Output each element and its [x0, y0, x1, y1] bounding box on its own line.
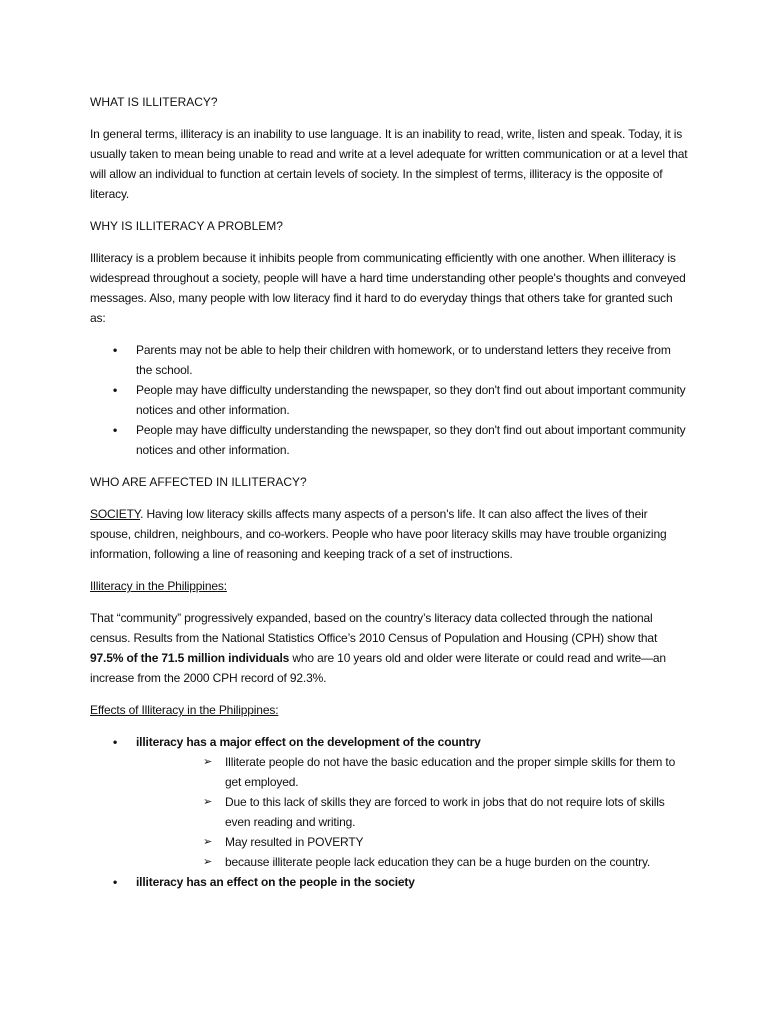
census-highlight: 97.5% of the 71.5 million individuals: [90, 651, 290, 665]
sub-list-item: [90, 832, 690, 852]
list-item-text: People may have difficulty understanding the newspaper, so they don't find out about important community notices and other information.: [136, 423, 686, 457]
census-text-b: who are 10 years old and older were literate or could read and write—an increase from the 2000 CPH record of 92.3%.: [90, 651, 666, 685]
heading-effects-philippines: Effects of Illiteracy in the Philippines:: [90, 703, 279, 717]
arrow-bullet-icon: ➢: [203, 756, 213, 768]
paragraph-society: [90, 504, 690, 564]
arrow-bullet-icon: ➢: [203, 836, 213, 848]
bullet-list-effects-continued: [90, 872, 690, 892]
list-item: [90, 872, 690, 892]
list-item: [90, 340, 690, 380]
bullet-icon: •: [113, 423, 118, 437]
bullet-icon: •: [113, 383, 118, 397]
census-text-a: That “community” progressively expanded, based on the country’s literacy data collected through the national census. Results from the National Statistics Office’s 2010 Census of Population and Housing (CPH) show that: [90, 611, 658, 645]
document-page: [90, 92, 690, 904]
heading-what-is-illiteracy: WHAT IS ILLITERACY?: [90, 95, 218, 109]
bullet-icon: •: [113, 875, 118, 889]
sub-list-item: [90, 792, 690, 832]
paragraph-census: [90, 608, 690, 688]
list-item: [90, 732, 690, 752]
arrow-bullet-icon: ➢: [203, 856, 213, 868]
arrow-bullet-icon: ➢: [203, 796, 213, 808]
paragraph-definition: In general terms, illiteracy is an inability to use language. It is an inability to read, write, listen and speak. Today, it is usually taken to mean being unable to read and write at a level adequate for written communication or at a level that will allow an individual to function at certain levels of society. In the simplest of terms, illiteracy is the opposite of literacy.: [90, 127, 688, 201]
paragraph-problem: Illiteracy is a problem because it inhibits people from communicating efficiently with one another. When illiteracy is widespread throughout a society, people will have a hard time understanding other people's thoughts and conveyed messages. Also, many people with low literacy find it hard to do everyday things that others take for granted such as:: [90, 251, 686, 325]
sub-list-item-text: Due to this lack of skills they are forced to work in jobs that do not require lots of skills even reading and writing.: [225, 795, 665, 829]
bullet-icon: •: [113, 343, 118, 357]
society-label: SOCIETY: [90, 507, 141, 521]
sub-list-development-effects: [90, 752, 690, 872]
list-item: [90, 380, 690, 420]
sub-list-item: [90, 852, 690, 872]
bullet-icon: •: [113, 735, 118, 749]
sub-list-item: [90, 752, 690, 792]
heading-illiteracy-philippines: Illiteracy in the Philippines:: [90, 579, 227, 593]
sub-list-item-text: Illiterate people do not have the basic education and the proper simple skills for them to get employed.: [225, 755, 676, 789]
heading-who-affected: WHO ARE AFFECTED IN ILLITERACY?: [90, 475, 307, 489]
society-text: . Having low literacy skills affects many aspects of a person's life. It can also affect the lives of their spouse, children, neighbours, and co-workers. People who have poor literacy skills may have trouble organizing information, following a line of reasoning and keeping track of a set of instructions.: [90, 507, 667, 561]
list-item-text: illiteracy has a major effect on the development of the country: [136, 735, 481, 749]
heading-why-problem: WHY IS ILLITERACY A PROBLEM?: [90, 219, 283, 233]
sub-list-item-text: because illiterate people lack education they can be a huge burden on the country.: [225, 855, 651, 869]
list-item-text: Parents may not be able to help their children with homework, or to understand letters they receive from the school.: [136, 343, 671, 377]
bullet-list-effects: [90, 732, 690, 752]
list-item: [90, 420, 690, 460]
sub-list-item-text: May resulted in POVERTY: [225, 835, 364, 849]
list-item-text: People may have difficulty understanding the newspaper, so they don't find out about important community notices and other information.: [136, 383, 686, 417]
list-item-text: illiteracy has an effect on the people in the society: [136, 875, 415, 889]
bullet-list-problems: [90, 340, 690, 460]
